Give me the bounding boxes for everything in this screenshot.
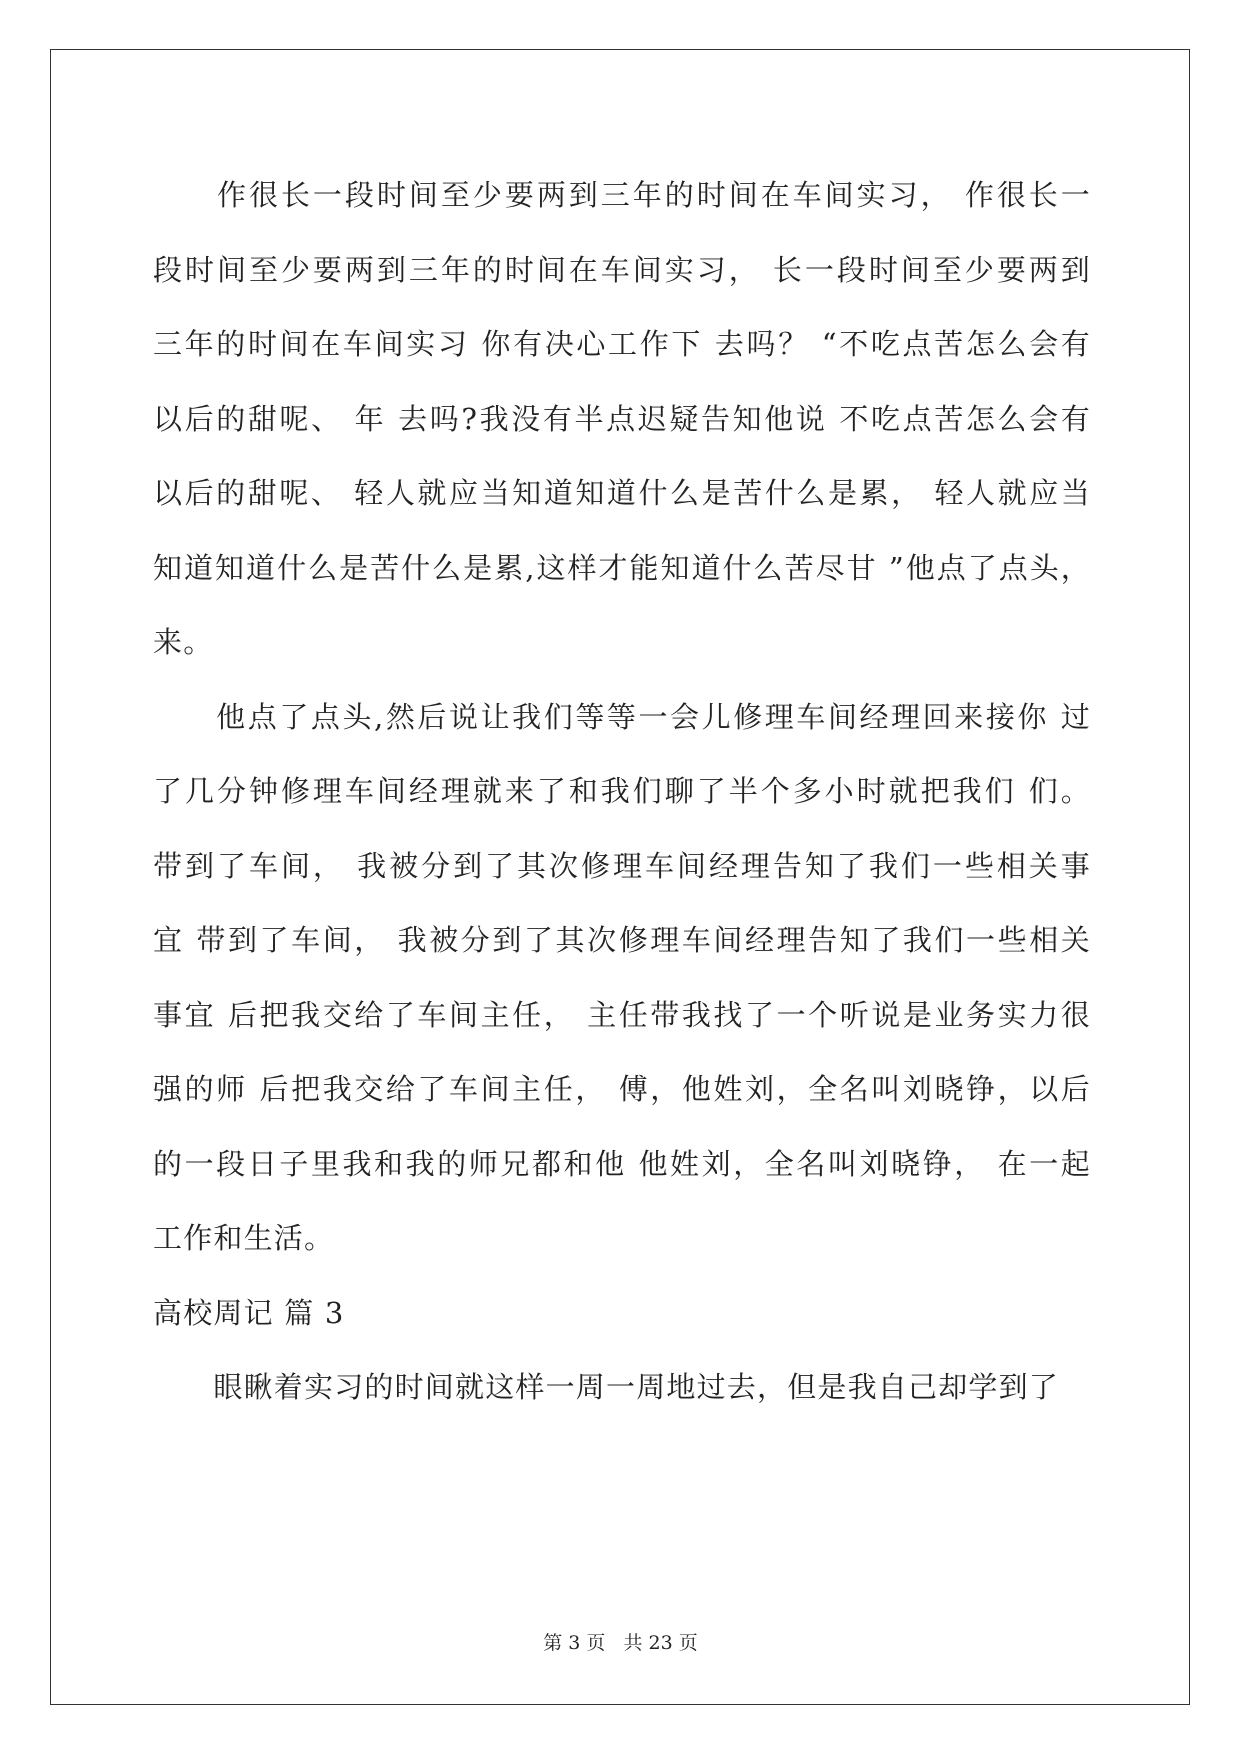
paragraph-line: 事宜 后把我交给了车间主任， 主任带我找了一个听说是业务实力很 [153,997,1091,1032]
section-heading: 高校周记 篇 3 [153,1295,345,1330]
paragraph-line: 以后的甜呢、 轻人就应当知道知道什么是苦什么是累， 轻人就应当 [153,476,1091,510]
paragraph-line: 以后的甜呢、 年 去吗?我没有半点迟疑告知他说 不吃点苦怎么会有 [153,401,1091,436]
paragraph-line: 知道知道什么是苦什么是累,这样才能知道什么苦尽甘 ”他点了点头， [153,550,1091,585]
paragraph-2 [153,680,1091,1276]
paragraph-line: 宜 带到了车间， 我被分到了其次修理车间经理告知了我们一些相关 [153,923,1091,957]
paragraph-line: 强的师 后把我交给了车间主任， 傅，他姓刘，全名叫刘晓铮，以后 [153,1072,1091,1106]
paragraph-1 [153,158,1091,680]
paragraph-line: 了几分钟修理车间经理就来了和我们聊了半个多小时就把我们 们。 [153,774,1091,808]
page-total: 共 23 页 [623,1632,698,1654]
paragraph-line: 的一段日子里我和我的师兄都和他 他姓刘，全名叫刘晓铮， 在一起 [153,1146,1091,1181]
page-number: 第 3 页 [543,1632,606,1654]
paragraph-line: 眼瞅着实习的时间就这样一周一周地过去，但是我自己却学到了 [153,1370,1060,1404]
document-body [153,158,1091,1425]
page-footer [0,1628,1241,1655]
paragraph-line: 来。 [153,625,214,659]
paragraph-line: 工作和生活。 [153,1221,335,1255]
paragraph-line: 他点了点头,然后说让我们等等一会儿修理车间经理回来接你 过 [153,699,1091,734]
paragraph-3 [153,1350,1091,1425]
paragraph-line: 带到了车间， 我被分到了其次修理车间经理告知了我们一些相关事 [153,848,1091,883]
paragraph-line: 作很长一段时间至少要两到三年的时间在车间实习， 作很长一 [153,178,1091,212]
paragraph-line: 段时间至少要两到三年的时间在车间实习， 长一段时间至少要两到 [153,252,1091,287]
paragraph-line: 三年的时间在车间实习 你有决心工作下 去吗？ “不吃点苦怎么会有 [153,327,1091,361]
